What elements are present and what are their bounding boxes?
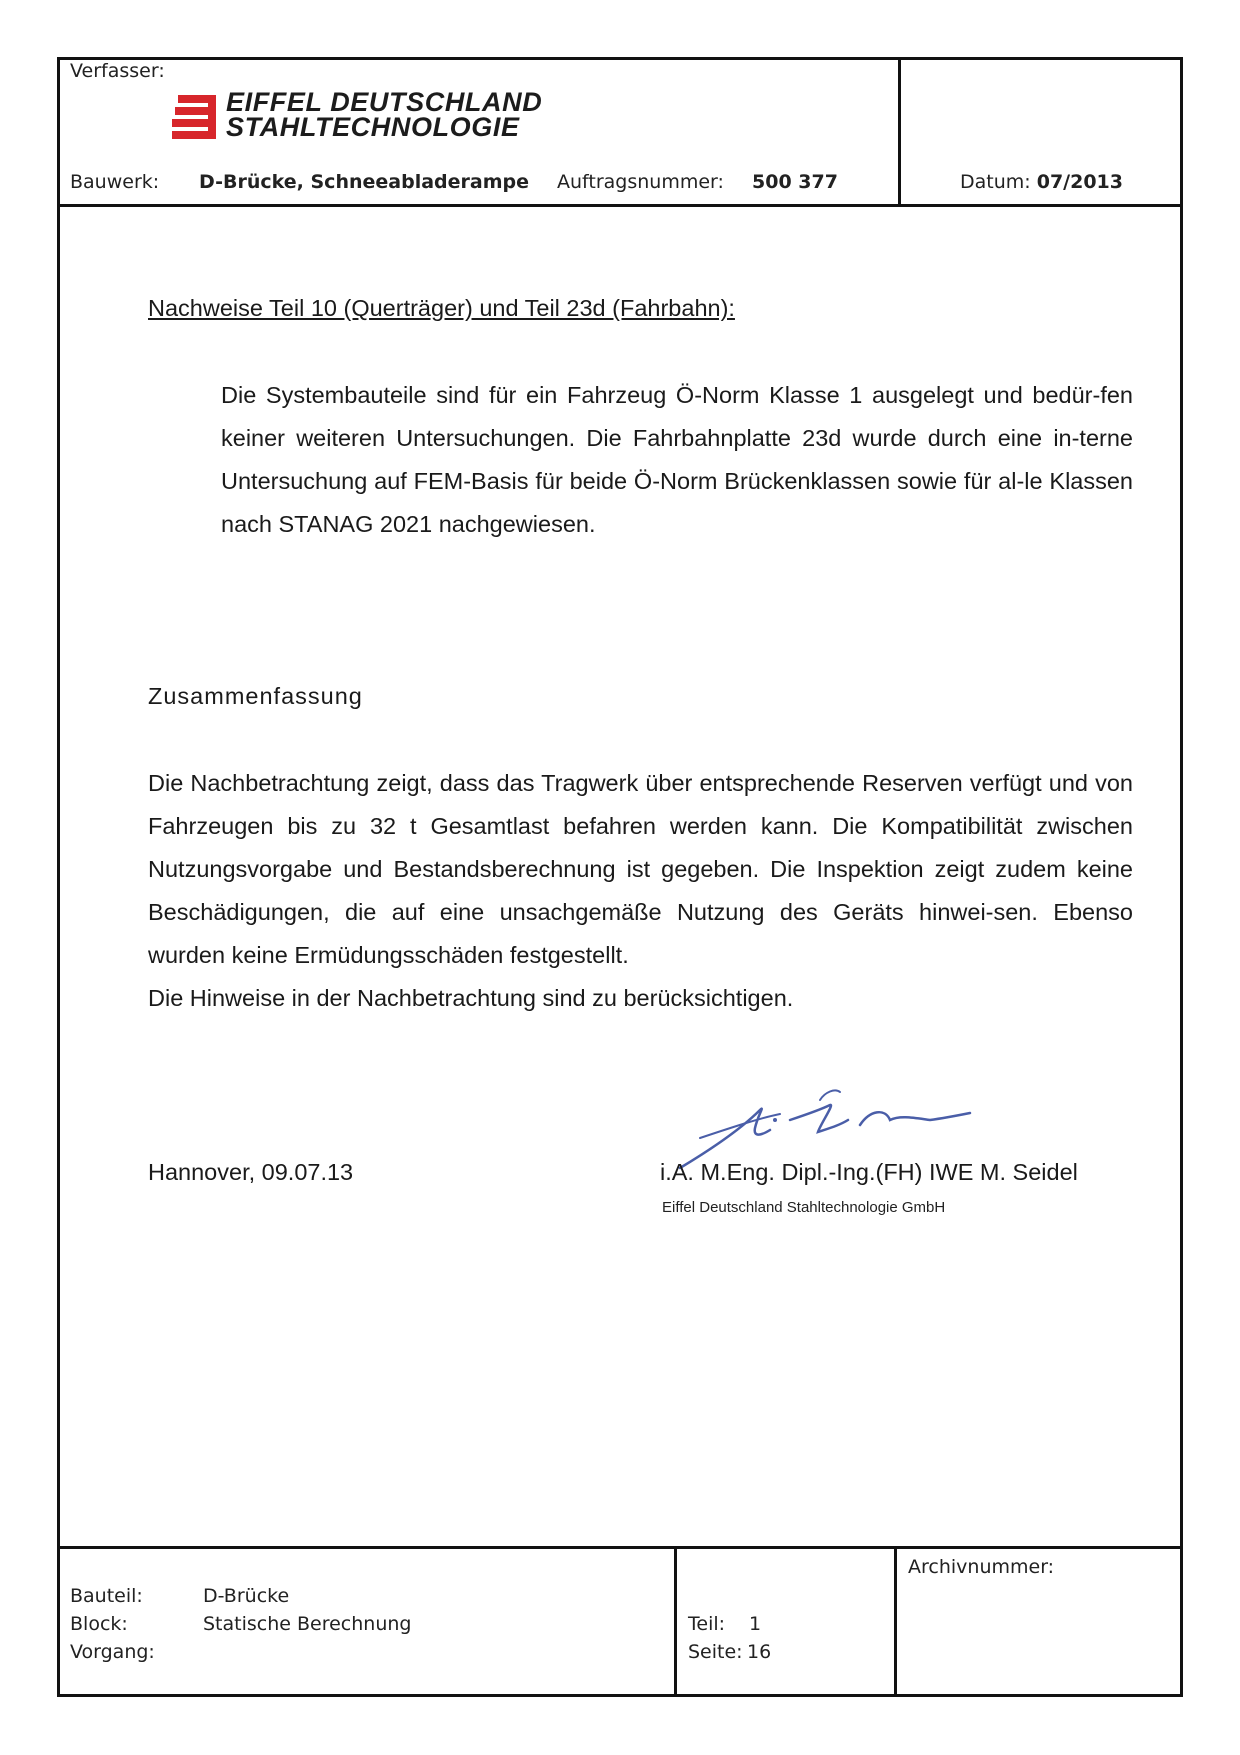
datum-value: 07/2013 [1036,171,1123,193]
bauwerk-value: D-Brücke, Schneeabladerampe [199,171,529,193]
header-column-divider [898,57,901,207]
datum-label: Datum: [960,171,1031,193]
archiv-label: Archivnummer: [908,1556,1055,1578]
section1-heading: Nachweise Teil 10 (Querträger) und Teil 23d (Fahrbahn): [148,295,735,321]
company-name-line1: EIFFEL DEUTSCHLAND [226,87,543,117]
seite-label: Seite: [688,1641,743,1663]
seite-value: 16 [747,1641,772,1663]
block-value: Statische Berechnung [203,1613,412,1635]
header-divider [57,204,1183,207]
block-label: Block: [70,1613,128,1635]
teil-label: Teil: [688,1613,726,1635]
auftrag-label: Auftragsnummer: [557,171,724,193]
section2-heading: Zusammenfassung [148,683,363,709]
bauteil-label: Bauteil: [70,1585,143,1607]
section2-note: Die Hinweise in der Nachbetrachtung sind zu berücksichtigen. [148,985,794,1011]
bauwerk-label: Bauwerk: [70,171,160,193]
datum-field [960,171,1123,193]
footer-column-divider-1 [674,1546,677,1696]
bauteil-value: D-Brücke [203,1585,290,1607]
author-label: Verfasser: [70,60,165,82]
logo-mark-icon [172,95,218,141]
company-name [226,87,543,142]
signatory-name: i.A. M.Eng. Dipl.-Ing.(FH) IWE M. Seidel [660,1159,1078,1185]
vorgang-label: Vorgang: [70,1641,155,1663]
section1-paragraph: Die Systembauteile sind für ein Fahrzeug Ö-Norm Klasse 1 ausgelegt und bedür-fen keiner weiteren Untersuchungen. Die Fahrbahnplatte 23d wurde durch eine in-terne Untersuchung auf FEM-Basis für beide Ö-Norm Brückenklassen sowie für al-le Klassen nach STANAG 2021 nachgewiesen. [221,382,1133,537]
signatory-company: Eiffel Deutschland Stahltechnologie GmbH [662,1199,946,1216]
teil-value: 1 [749,1613,762,1635]
auftrag-value: 500 377 [752,171,838,193]
footer-divider [57,1546,1183,1549]
place-date: Hannover, 09.07.13 [148,1159,354,1185]
section2-paragraph: Die Nachbetrachtung zeigt, dass das Tragwerk über entsprechende Reserven verfügt und von Fahrzeugen bis zu 32 t Gesamtlast befahren werden kann. Die Kompatibilität zwischen Nutzungsvorgabe und Bestandsberechnung ist gegeben. Die Inspektion zeigt zudem keine Beschädigungen, die auf eine unsachgemäße Nutzung des Geräts hinwei-sen. Ebenso wurden keine Ermüdungsschäden festgestellt. [148,770,1133,968]
footer-column-divider-2 [894,1546,897,1696]
company-name-line2: STAHLTECHNOLOGIE [226,112,520,142]
